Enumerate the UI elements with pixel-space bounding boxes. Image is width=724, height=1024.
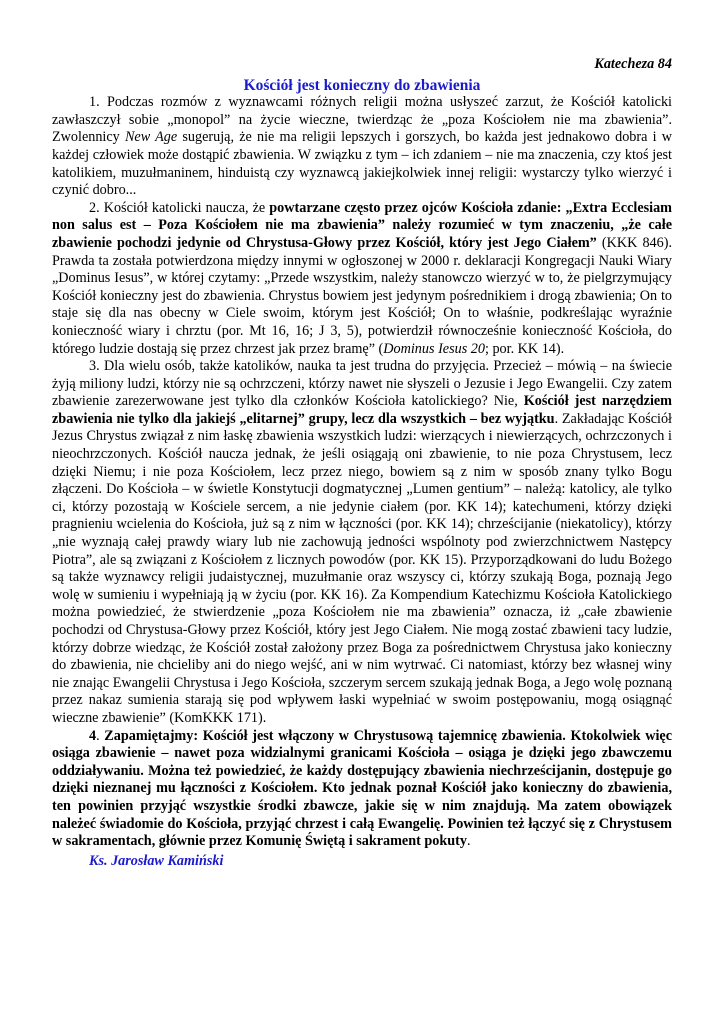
paragraph-2-text-a: 2. Kościół katolicki naucza, że (89, 199, 270, 216)
paragraph-2-italic: Dominus Iesus 20 (383, 340, 485, 357)
paragraph-4-text-a: . (96, 727, 105, 744)
paragraph-3-text-b: . Zakładając Kościół Jezus Chrystus związał z nim łaskę zbawienia wszystkich ludzi: wierzących i niewierzących, ochrzczonych i nieochrzczonych. Kościół naucza jednak, że jeśli osiągają oni zbawienie, to nie poza Chrystusem, lecz dzięki Niemu; i nie poza Kościołem, lecz przez niego, bowiem są z nim w sposób znany tylko Bogu złączeni. Do Kościoła – w świetle Konstytucji dogmatycznej „Lumen gentium” – należą: katolicy, ale tylko ci, którzy pozostają w Kościele sercem, a nie jedynie ciałem (por. KK 14); katechumeni, którzy dzięki pragnieniu wcielenia do Kościoła, już są z nim w łączności (por. KK 14); chrześcijanie (niekatolicy), którzy „nie wyznają całej prawdy wiary lub nie zachowują jedności wspólnoty pod zwierzchnictwem Następcy Piotra”, ale są związani z Kościołem z licznych powodów (por. KK 15). Przyporządkowani do ludu Bożego są także wyznawcy religii judaistycznej, muzułmanie oraz wszyscy ci, którzy szukają Boga, poznają Jego wolę w sumieniu i wypełniają ją w życiu (por. KK 16). Za Kompendium Katechizmu Kościoła Katolickiego można powiedzieć, że stwierdzenie „poza Kościołem nie ma zbawienia” oznacza, iż „całe zbawienie pochodzi od Chrystusa-Głowy przez Kościół, który jest Jego Ciałem. Nie mogą zostać zbawieni tacy ludzie, którzy dobrze wiedząc, że Kościół został założony przez Boga za pośrednictwem Chrystusa jako konieczny do zbawienia, nie chcieliby ani do niego wejść, ani w nim wytrwać. Ci natomiast, którzy bez własnej winy nie znając Ewangelii Chrystusa i Jego Kościoła, szczerym sercem szukają jednak Boga, a Jego wolę poznaną przez nakaz sumienia starają się pod wpływem łaski wypełniać w swoim postępowaniu, mogą osiągnąć wieczne zbawienie” (KomKKK 171). (52, 410, 672, 726)
paragraph-1 (52, 94, 672, 200)
paragraph-2-text-b: (KKK 846). Prawda ta została potwierdzona między innymi w ogłoszonej w 2000 r. deklaracji Kongregacji Nauki Wiary „Dominus Iesus”, w której czytamy: „Przede wszystkim, należy stanowczo wierzyć w to, że pielgrzymujący Kościół konieczny jest do zbawienia. Chrystus bowiem jest jedynym pośrednikiem i drogą zbawienia; On to staje się dla nas obecny w Ciele swoim, którym jest Kościół; On to właśnie, podkreślając wyraźnie konieczność wiary i chrztu (por. Mt 16, 16; J 3, 5), potwierdził równocześnie konieczność Kościoła, do którego ludzie dostają się przez chrzest jak przez bramę” ( (52, 234, 673, 357)
paragraph-2-bold: powtarzane często przez ojców Kościoła zdanie: „Extra Ecclesiam non salus est – Poza Kościołem nie ma zbawienia” należy rozumieć w tym znaczeniu, „że całe zbawienie pochodzi jedynie od Chrystusa-Głowy przez Kościół, który jest Jego Ciałem” (52, 199, 672, 251)
paragraph-4 (52, 728, 672, 851)
paragraph-4-number: 4 (89, 727, 97, 744)
paragraph-3-bold: Kościół jest narzędziem zbawienia nie tylko dla jakiejś „elitarnej” grupy, lecz dla wszystkich – bez wyjątku (52, 393, 672, 427)
paragraph-1-italic: New Age (124, 129, 178, 146)
page-title: Kościół jest konieczny do zbawienia (243, 76, 481, 94)
catechesis-number: Katecheza 84 (594, 56, 672, 72)
paragraph-1-text-a: 1. Podczas rozmów z wyznawcami różnych religii można usłyszeć zarzut, że Kościół katolicki zawłaszczył sobie „monopol” na życie wieczne, twierdząc że „poza Kościołem nie ma zbawienia”. Zwolennicy (52, 94, 672, 146)
paragraph-3 (52, 358, 672, 727)
paragraph-3-text-a: 3. Dla wielu osób, także katolików, nauka ta jest trudna do przyjęcia. Przecież – mówią – na świecie żyją miliony ludzi, którzy nie są ochrzczeni, którzy nawet nie słyszeli o Jezusie i Jego Ewangelii. Czy zatem zbawienie zarezerwowane jest tylko dla członków Kościoła katolickiego? Nie, (52, 358, 672, 410)
author-signature: Ks. Jarosław Kamiński (89, 852, 224, 869)
paragraph-1-text-b: sugerują, że nie ma religii lepszych i gorszych, bo każda jest jednakowo dobra i w każdej człowiek może dostąpić zbawienia. W związku z tym – ich zdaniem – nie ma znaczenia, czy ktoś jest katolikiem, muzułmaninem, hinduistą czy wyznawcą jakiejkolwiek innej religii: wystarczy tylko wierzyć i czynić dobro... (52, 129, 672, 199)
paragraph-4-text-b: . (466, 833, 471, 850)
paragraph-4-bold: Zapamiętajmy: Kościół jest włączony w Chrystusową tajemnicę zbawienia. Ktokolwiek więc osiąga zbawienie – nawet poza widzialnymi granicami Kościoła – osiąga je dzięki jego zbawczemu oddziaływaniu. Można też powiedzieć, że każdy dostępujący zbawienia niechrześcijanin, dostępuje go dzięki nieznanej mu łączności z Kościołem. Kto jednak poznał Kościół jako konieczny do zbawienia, ten powinien przyjąć wszystkie środki zbawcze, jakie się w nim znajdują. Ma zatem obowiązek należeć świadomie do Kościoła, przyjąć chrzest i całą Ewangelię. Powinien też łączyć się z Chrystusem w sakramentach, głównie przez Komunię Świętą i sakrament pokuty (52, 727, 673, 850)
paragraph-2-text-c: ; por. KK 14). (484, 340, 565, 357)
paragraph-2 (52, 200, 672, 358)
